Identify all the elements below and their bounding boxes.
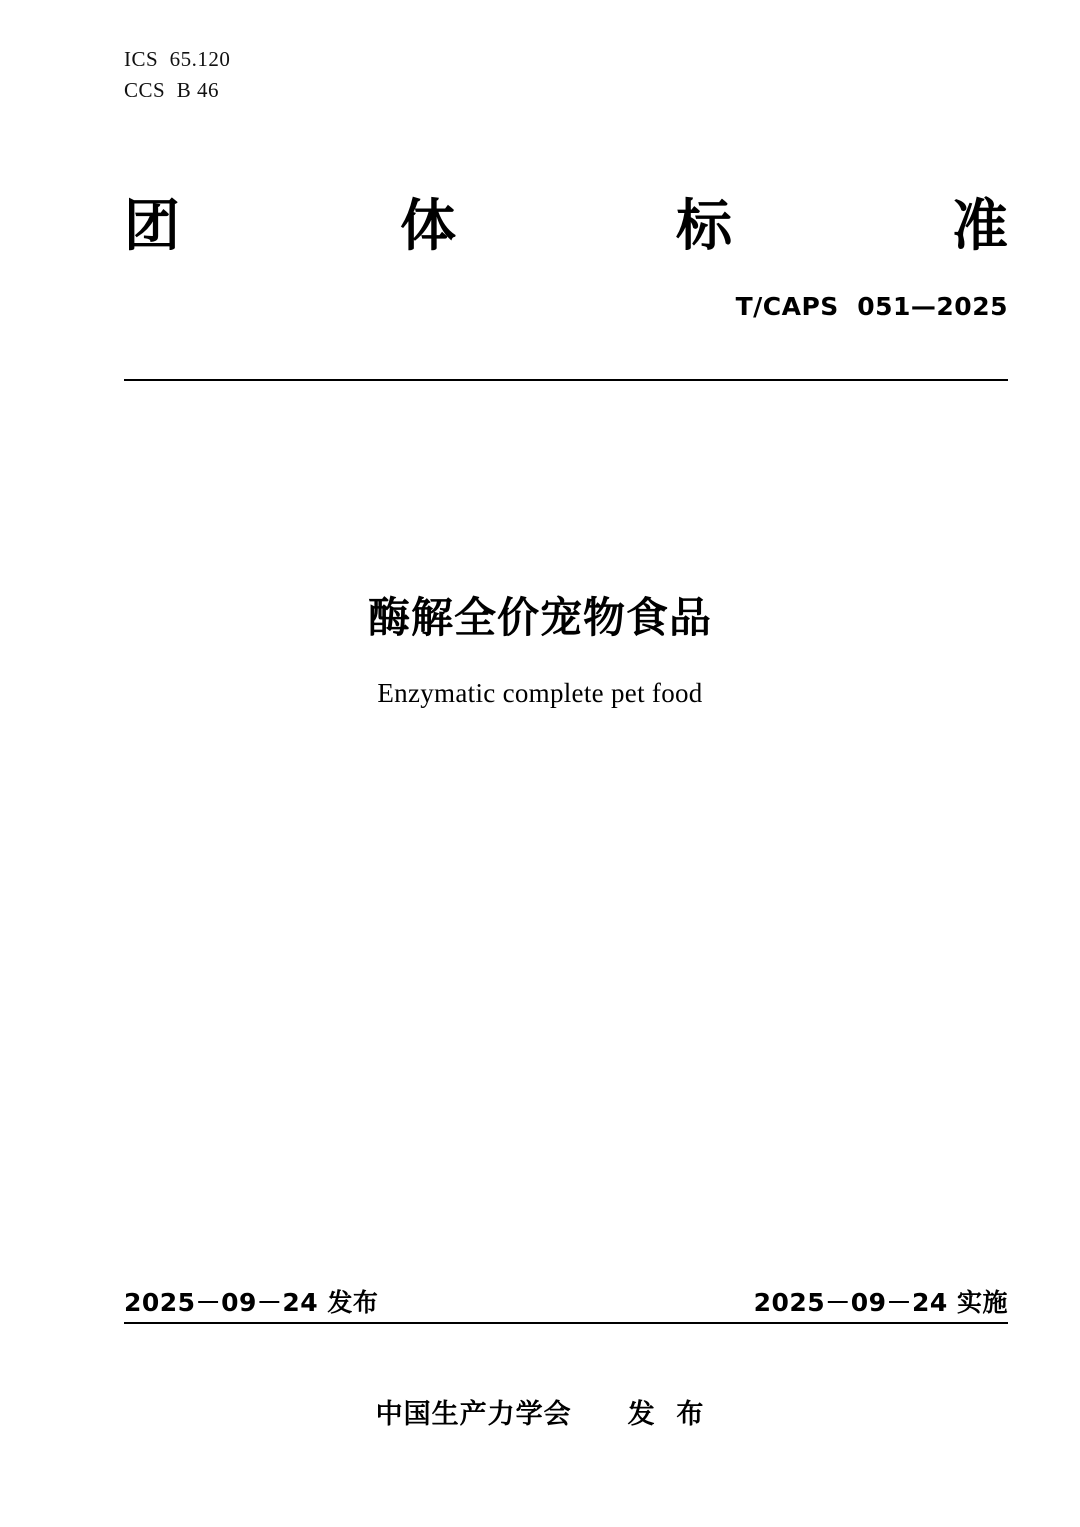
standard-number: T/CAPS 051—2025 [735, 292, 1008, 321]
standard-type-char-4: 准 [952, 194, 1008, 259]
date-row [124, 1283, 1008, 1319]
document-title-english: Enzymatic complete pet food [377, 678, 703, 708]
implementation-date: 2025－09－24 实施 [753, 1288, 1008, 1317]
issue-date: 2025－09－24 发布 [124, 1288, 379, 1317]
footer-divider [124, 1322, 1008, 1324]
standard-type-char-2: 体 [400, 194, 456, 259]
ccs-code: CCS B 46 [124, 78, 219, 102]
publisher-name: 中国生产力学会 发 布 [375, 1399, 705, 1430]
header-divider [124, 379, 1008, 381]
standard-type-char-1: 团 [124, 194, 180, 259]
document-title-chinese: 酶解全价宠物食品 [367, 593, 712, 642]
classification-codes [124, 44, 230, 106]
standard-type-char-3: 标 [676, 194, 732, 259]
ics-code: ICS 65.120 [124, 47, 231, 71]
standard-type-heading [124, 196, 1008, 258]
